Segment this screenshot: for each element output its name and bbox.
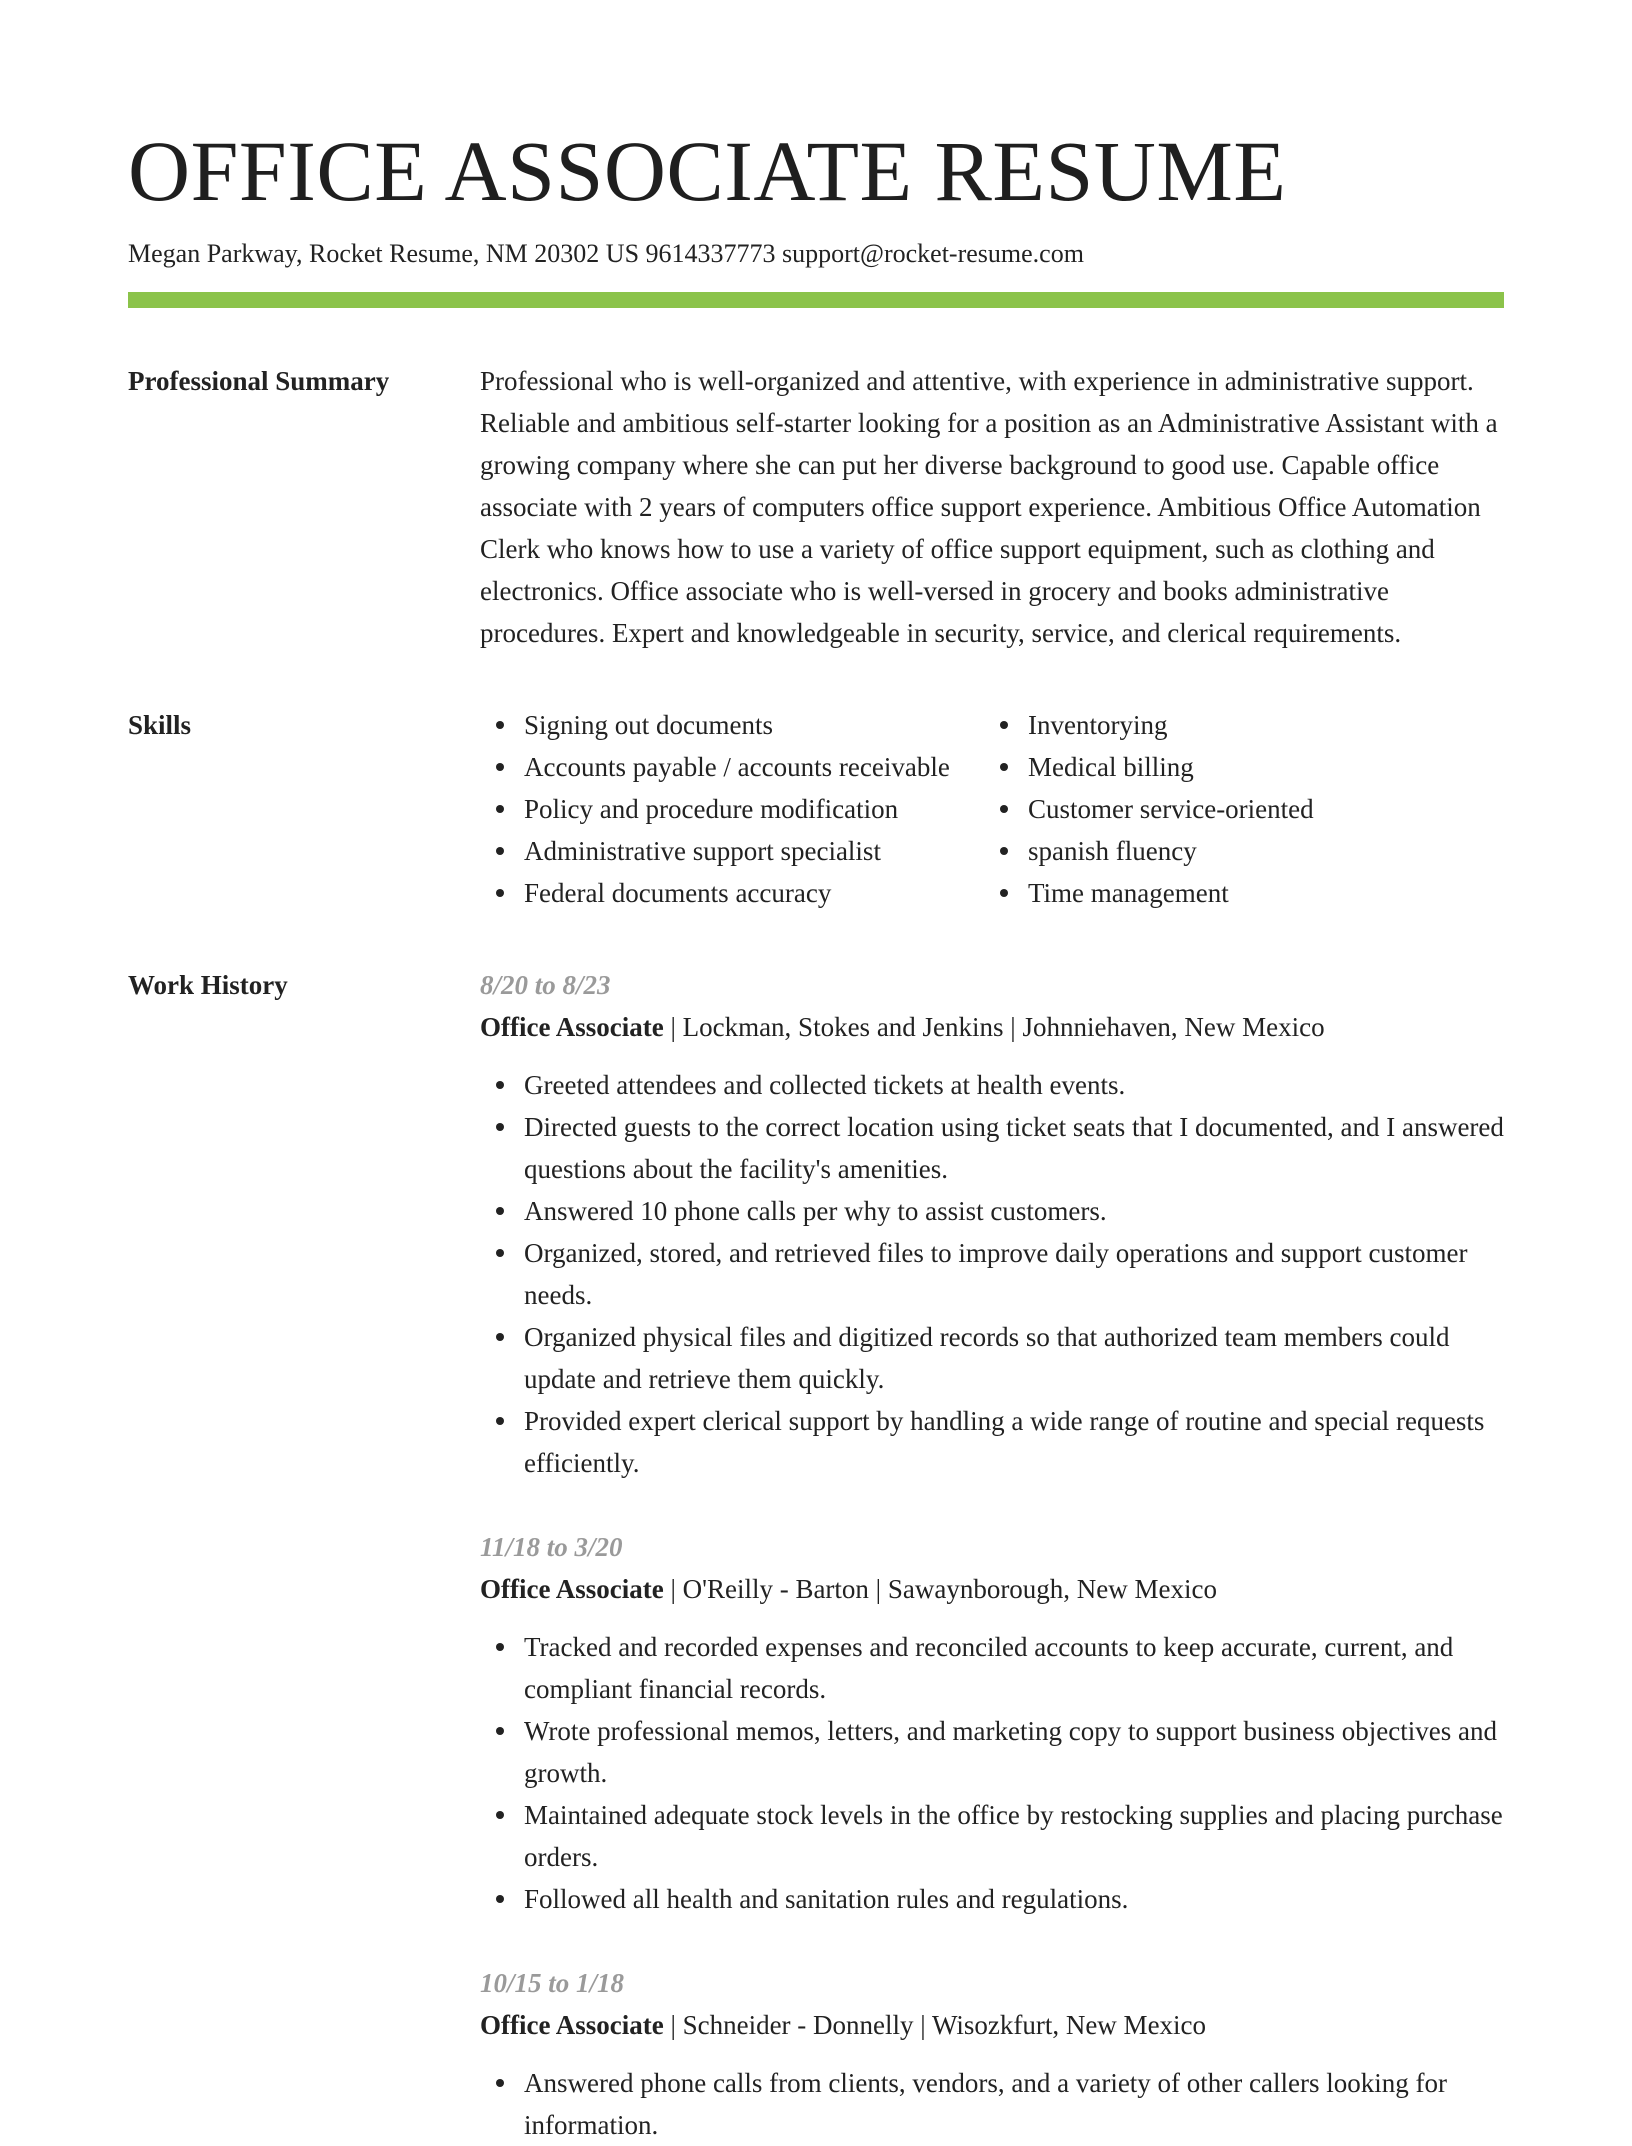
job-details: | O'Reilly - Barton | Sawaynborough, New Mexico — [663, 1574, 1218, 1604]
summary-section — [128, 360, 1504, 654]
duty-item: Provided expert clerical support by handling a wide range of routine and special requests efficiently. — [480, 1400, 1504, 1484]
summary-text: Professional who is well-organized and attentive, with experience in administrative support. Reliable and ambitious self-starter looking for a position as an Administrative Assistant with a growing company where she can put her diverse background to good use. Capable office associate with 2 years of computers office support experience. Ambitious Office Automation Clerk who knows how to use a variety of office support equipment, such as clothing and electronics. Office associate who is well-versed in grocery and books administrative procedures. Expert and knowledgeable in security, service, and clerical requirements. — [480, 366, 1498, 648]
job-heading — [480, 1006, 1504, 1048]
skill-item: spanish fluency — [984, 830, 1314, 872]
job-entry — [480, 964, 1504, 1484]
skill-item: Signing out documents — [480, 704, 984, 746]
duty-item: Followed all health and sanitation rules and regulations. — [480, 1878, 1504, 1920]
duty-item: Directed guests to the correct location using ticket seats that I documented, and I answered questions about the facility's amenities. — [480, 1106, 1504, 1190]
job-heading — [480, 1568, 1504, 1610]
skills-list-left — [480, 704, 984, 914]
skills-grid — [480, 704, 1504, 914]
job-title: Office Associate — [480, 1574, 664, 1604]
contact-line: Megan Parkway, Rocket Resume, NM 20302 US 9614337773 support@rocket-resume.com — [128, 239, 1084, 268]
job-duties — [480, 1626, 1504, 1920]
work-history-section — [128, 964, 1504, 2146]
duty-item: Organized physical files and digitized records so that authorized team members could update and retrieve them quickly. — [480, 1316, 1504, 1400]
duty-item: Maintained adequate stock levels in the office by restocking supplies and placing purchase orders. — [480, 1794, 1504, 1878]
skills-list-right — [984, 704, 1314, 914]
skill-item: Customer service-oriented — [984, 788, 1314, 830]
job-details: | Schneider - Donnelly | Wisozkfurt, New Mexico — [663, 2010, 1207, 2040]
duty-item: Greeted attendees and collected tickets at health events. — [480, 1064, 1504, 1106]
job-entry — [480, 1962, 1504, 2146]
duty-item: Answered phone calls from clients, vendors, and a variety of other callers looking for information. — [480, 2062, 1504, 2146]
job-dates: 10/15 to 1/18 — [480, 1968, 625, 1998]
summary-label: Professional Summary — [128, 366, 390, 396]
job-duties — [480, 1064, 1504, 1484]
resume-page — [128, 118, 1504, 2146]
resume-title: OFFICE ASSOCIATE RESUME — [128, 123, 1287, 219]
duty-item: Answered 10 phone calls per why to assist customers. — [480, 1190, 1504, 1232]
skill-item: Medical billing — [984, 746, 1314, 788]
job-dates: 11/18 to 3/20 — [480, 1532, 623, 1562]
skill-item: Policy and procedure modification — [480, 788, 984, 830]
duty-item: Wrote professional memos, letters, and marketing copy to support business objectives and growth. — [480, 1710, 1504, 1794]
skill-item: Inventorying — [984, 704, 1314, 746]
job-entry — [480, 1526, 1504, 1920]
job-title: Office Associate — [480, 2010, 664, 2040]
skill-item: Administrative support specialist — [480, 830, 984, 872]
skill-item: Federal documents accuracy — [480, 872, 984, 914]
duty-item: Organized, stored, and retrieved files to improve daily operations and support customer needs. — [480, 1232, 1504, 1316]
skill-item: Accounts payable / accounts receivable — [480, 746, 984, 788]
job-heading — [480, 2004, 1504, 2046]
job-title: Office Associate — [480, 1012, 664, 1042]
job-duties — [480, 2062, 1504, 2146]
accent-divider — [128, 292, 1504, 308]
work-history-label: Work History — [128, 970, 288, 1000]
skill-item: Time management — [984, 872, 1314, 914]
skills-section — [128, 704, 1504, 914]
job-dates: 8/20 to 8/23 — [480, 970, 611, 1000]
job-details: | Lockman, Stokes and Jenkins | Johnniehaven, New Mexico — [663, 1012, 1325, 1042]
duty-item: Tracked and recorded expenses and reconciled accounts to keep accurate, current, and compliant financial records. — [480, 1626, 1504, 1710]
skills-label: Skills — [128, 710, 192, 740]
